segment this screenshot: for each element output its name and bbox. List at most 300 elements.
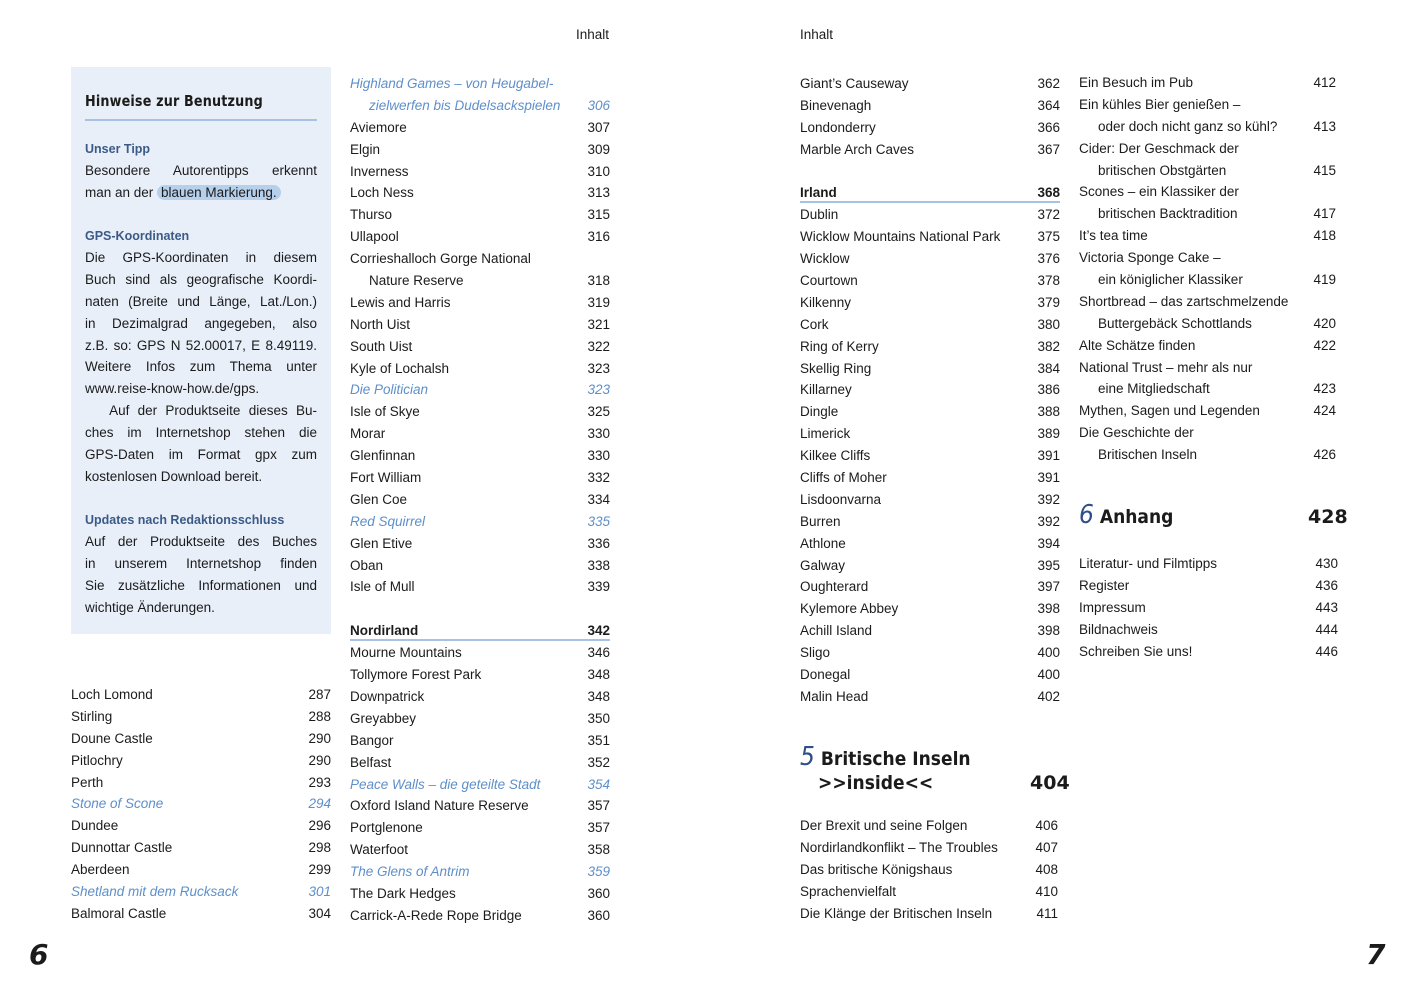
toc-entry-page: 294 bbox=[308, 796, 331, 812]
toc-entry-page: 304 bbox=[308, 905, 331, 921]
toc-entry bbox=[1079, 597, 1338, 619]
toc-entry-title: Sprachenvielfalt bbox=[800, 883, 897, 899]
gps-heading: GPS-Koordinaten bbox=[85, 229, 190, 243]
toc-entry-title: National Trust – mehr als nur bbox=[1079, 359, 1253, 375]
toc-entry-title: Loch Lomond bbox=[71, 687, 153, 702]
toc-entry-page: 411 bbox=[1036, 905, 1058, 921]
toc-entry bbox=[350, 139, 610, 161]
toc-entry bbox=[800, 358, 1060, 380]
toc-entry-page: 296 bbox=[308, 818, 331, 834]
spacer bbox=[800, 161, 1060, 183]
toc-entry bbox=[800, 576, 1060, 598]
toc-entry bbox=[1079, 553, 1338, 575]
chapter-5-heading bbox=[800, 742, 971, 772]
toc-entry-title: Stirling bbox=[71, 708, 113, 724]
toc-entry-title: Waterfoot bbox=[350, 842, 409, 858]
toc-entry bbox=[350, 248, 610, 270]
toc-entry-title: Corrieshalloch Gorge National bbox=[350, 251, 531, 267]
toc-entry bbox=[800, 379, 1060, 401]
toc-entry-page: 400 bbox=[1037, 645, 1060, 661]
toc-entry-title: Register bbox=[1079, 577, 1130, 593]
blue-marker-highlight: blauen Markierung. bbox=[157, 185, 281, 200]
toc-entry bbox=[350, 883, 610, 905]
toc-entry bbox=[800, 859, 1058, 881]
toc-entry-page: 426 bbox=[1313, 447, 1336, 463]
toc-entry bbox=[800, 226, 1060, 248]
toc-entry bbox=[1079, 641, 1338, 663]
toc-entry-title: Doune Castle bbox=[71, 730, 153, 746]
toc-entry-page: 298 bbox=[308, 840, 331, 856]
toc-entry-page: 391 bbox=[1037, 470, 1060, 486]
toc-entry bbox=[350, 182, 610, 204]
toc-entry-page: 408 bbox=[1035, 861, 1058, 877]
toc-entry-title: Glen Etive bbox=[350, 535, 413, 551]
toc-entry bbox=[350, 226, 610, 248]
toc-entry bbox=[1079, 160, 1336, 182]
toc-entry-page: 325 bbox=[587, 404, 610, 420]
toc-entry-title: Buttergebäck Schottlands bbox=[1098, 315, 1252, 331]
toc-entry bbox=[350, 533, 610, 555]
toc-entry-page: 392 bbox=[1037, 513, 1060, 529]
toc-entry bbox=[350, 817, 610, 839]
toc-entry-page: 397 bbox=[1037, 579, 1060, 595]
toc-entry-title: Kyle of Lochalsh bbox=[350, 360, 450, 376]
toc-entry-page: 375 bbox=[1037, 229, 1060, 245]
toc-entry-page: 378 bbox=[1037, 273, 1060, 289]
toc-column-3b bbox=[800, 815, 1058, 924]
toc-entry-page: 424 bbox=[1313, 403, 1336, 419]
toc-entry-page: 354 bbox=[587, 776, 610, 792]
toc-entry bbox=[350, 774, 610, 796]
toc-entry bbox=[1079, 94, 1336, 116]
toc-column-4 bbox=[1079, 72, 1336, 466]
toc-entry bbox=[350, 358, 610, 380]
toc-entry-title: Oughterard bbox=[800, 579, 869, 595]
chapter-5-subtitle: >>inside<< bbox=[818, 772, 934, 794]
toc-entry bbox=[71, 684, 331, 706]
running-head-left: Inhalt bbox=[576, 27, 610, 42]
toc-entry-page: 391 bbox=[1037, 448, 1060, 464]
toc-entry-title: Sligo bbox=[800, 645, 831, 661]
chapter-6-number: 6 bbox=[1079, 500, 1094, 530]
toc-entry-title: Lewis and Harris bbox=[350, 294, 451, 310]
toc-entry-title: Oxford Island Nature Reserve bbox=[350, 798, 529, 814]
toc-entry bbox=[350, 861, 610, 883]
toc-entry-title: Ein Besuch im Pub bbox=[1079, 75, 1194, 90]
toc-entry-page: 366 bbox=[1037, 119, 1060, 135]
toc-entry bbox=[800, 336, 1060, 358]
toc-entry bbox=[350, 161, 610, 183]
toc-entry-title: Shortbread – das zartschmelzende bbox=[1079, 293, 1289, 309]
toc-entry-page: 412 bbox=[1313, 75, 1336, 90]
toc-entry bbox=[800, 204, 1060, 226]
toc-entry bbox=[800, 664, 1060, 686]
toc-entry bbox=[71, 706, 331, 728]
toc-entry-page: 368 bbox=[1037, 185, 1060, 201]
toc-entry-title: Nature Reserve bbox=[369, 273, 464, 289]
toc-entry-page: 339 bbox=[587, 579, 610, 595]
toc-entry-title: Giant’s Causeway bbox=[800, 76, 909, 91]
toc-entry bbox=[800, 598, 1060, 620]
toc-entry-page: 392 bbox=[1037, 491, 1060, 507]
toc-entry bbox=[800, 117, 1060, 139]
toc-entry-page: 372 bbox=[1037, 207, 1060, 223]
toc-entry-title: Bildnachweis bbox=[1079, 621, 1158, 637]
page-number-right: 7 bbox=[1366, 938, 1386, 971]
toc-entry bbox=[350, 445, 610, 467]
gps-line: GPS-Daten im Format gpx zum bbox=[85, 447, 317, 463]
toc-entry-title: Courtown bbox=[800, 273, 858, 289]
toc-entry-title: Victoria Sponge Cake – bbox=[1079, 250, 1221, 266]
toc-entry bbox=[71, 903, 331, 925]
toc-entry-title: Portglenone bbox=[350, 820, 423, 836]
toc-entry-page: 417 bbox=[1313, 206, 1336, 222]
toc-entry-title: Die Geschichte der bbox=[1079, 425, 1194, 441]
toc-entry-title: Glen Coe bbox=[350, 491, 408, 507]
toc-entry-page: 323 bbox=[587, 382, 610, 398]
section-heading bbox=[800, 182, 1060, 204]
toc-entry bbox=[1079, 400, 1336, 422]
toc-entry-title: Shetland mit dem Rucksack bbox=[71, 884, 239, 900]
toc-entry-page: 402 bbox=[1037, 688, 1060, 704]
toc-entry bbox=[1079, 203, 1336, 225]
toc-entry-page: 316 bbox=[587, 229, 610, 245]
toc-entry-title: Aberdeen bbox=[71, 862, 130, 878]
toc-entry-page: 410 bbox=[1035, 883, 1058, 899]
toc-entry-title: Galway bbox=[800, 557, 846, 573]
toc-entry-title: Kilkenny bbox=[800, 294, 852, 310]
toc-entry-title: Isle of Skye bbox=[350, 404, 420, 420]
toc-entry-title: Wicklow bbox=[800, 251, 850, 267]
toc-entry bbox=[800, 423, 1060, 445]
toc-entry-page: 299 bbox=[308, 862, 331, 878]
toc-entry-title: Donegal bbox=[800, 667, 851, 683]
toc-entry-title: Peace Walls – die geteilte Stadt bbox=[350, 776, 541, 792]
toc-entry bbox=[800, 881, 1058, 903]
toc-entry-title: Greyabbey bbox=[350, 710, 417, 726]
gps-line: Auf der Produktseite dieses Bu- bbox=[85, 403, 317, 419]
toc-entry-page: 443 bbox=[1315, 599, 1338, 615]
toc-entry-page: 415 bbox=[1313, 162, 1336, 178]
toc-entry-title: Cliffs of Moher bbox=[800, 470, 887, 486]
toc-entry bbox=[1079, 269, 1336, 291]
toc-column-3 bbox=[800, 73, 1060, 708]
toc-column-4b bbox=[1079, 553, 1338, 662]
gps-line: ches im Internetshop stehen die bbox=[85, 425, 317, 441]
toc-entry-page: 382 bbox=[1037, 338, 1060, 354]
toc-entry-page: 346 bbox=[587, 645, 610, 661]
tipp-line bbox=[85, 182, 317, 204]
toc-entry-page: 310 bbox=[587, 163, 610, 179]
toc-entry-title: Limerick bbox=[800, 426, 851, 442]
toc-entry-page: 376 bbox=[1037, 251, 1060, 267]
toc-entry-page: 321 bbox=[587, 316, 610, 332]
toc-entry-page: 334 bbox=[587, 491, 610, 507]
toc-entry-title: Ring of Kerry bbox=[800, 338, 879, 354]
toc-entry-title: Cider: Der Geschmack der bbox=[1079, 140, 1239, 156]
toc-entry-page: 379 bbox=[1037, 294, 1060, 310]
toc-entry-page: 332 bbox=[587, 470, 610, 486]
toc-entry bbox=[800, 620, 1060, 642]
tipp-paragraph bbox=[85, 160, 317, 204]
toc-entry bbox=[800, 445, 1060, 467]
toc-entry bbox=[350, 708, 610, 730]
running-head-right: Inhalt bbox=[800, 27, 834, 42]
toc-entry-page: 335 bbox=[587, 513, 610, 529]
toc-entry-title: Perth bbox=[71, 774, 104, 790]
toc-entry-title: ein königlicher Klassiker bbox=[1098, 272, 1243, 288]
chapter-5-title: Britische Inseln bbox=[820, 748, 971, 770]
toc-entry-title: Das britische Königshaus bbox=[800, 861, 953, 877]
toc-entry bbox=[350, 489, 610, 511]
toc-entry bbox=[350, 686, 610, 708]
toc-entry-title: Elgin bbox=[350, 141, 381, 157]
toc-entry-page: 398 bbox=[1037, 623, 1060, 639]
toc-entry bbox=[71, 881, 331, 903]
toc-entry-page: 400 bbox=[1037, 667, 1060, 683]
toc-entry-title: Malin Head bbox=[800, 688, 869, 704]
chapter-5-page: 404 bbox=[1030, 772, 1070, 794]
toc-entry-page: 418 bbox=[1313, 228, 1336, 244]
toc-entry bbox=[350, 73, 610, 95]
toc-entry-page: 315 bbox=[587, 207, 610, 223]
toc-entry-title: Mythen, Sagen und Legenden bbox=[1079, 403, 1260, 419]
toc-entry-title: Killarney bbox=[800, 382, 852, 398]
chapter-6-heading bbox=[1079, 500, 1173, 530]
toc-entry-title: Irland bbox=[800, 185, 837, 201]
toc-entry bbox=[800, 533, 1060, 555]
toc-entry-title: It’s tea time bbox=[1079, 228, 1148, 244]
toc-entry-title: The Dark Hedges bbox=[350, 885, 456, 901]
toc-entry bbox=[1079, 575, 1338, 597]
updates-heading: Updates nach Redaktionsschluss bbox=[85, 513, 285, 527]
gps-line: in Dezimalgrad angegeben, also bbox=[85, 315, 317, 331]
usage-notes-box bbox=[71, 67, 331, 634]
toc-entry bbox=[1079, 247, 1336, 269]
gps-paragraph bbox=[85, 247, 317, 488]
toc-entry bbox=[350, 795, 610, 817]
toc-entry-page: 352 bbox=[587, 754, 610, 770]
toc-entry-title: Dundee bbox=[71, 818, 119, 834]
toc-entry-page: 330 bbox=[587, 448, 610, 464]
toc-entry bbox=[350, 839, 610, 861]
toc-entry-title: Impressum bbox=[1079, 599, 1146, 615]
gps-line: kostenlosen Download bereit. bbox=[85, 468, 263, 484]
toc-entry-page: 419 bbox=[1313, 272, 1336, 288]
updates-paragraph bbox=[85, 531, 317, 619]
toc-entry-page: 367 bbox=[1037, 141, 1060, 157]
toc-entry-title: Inverness bbox=[350, 163, 409, 179]
toc-entry-title: Downpatrick bbox=[350, 688, 425, 704]
toc-entry bbox=[1079, 378, 1336, 400]
toc-entry-page: 359 bbox=[587, 864, 610, 880]
toc-entry bbox=[1079, 422, 1336, 444]
toc-entry-page: 384 bbox=[1037, 360, 1060, 376]
toc-entry-title: Dublin bbox=[800, 207, 839, 223]
toc-entry bbox=[800, 642, 1060, 664]
toc-entry-page: 398 bbox=[1037, 601, 1060, 617]
toc-entry-page: 360 bbox=[587, 885, 610, 901]
toc-entry-page: 406 bbox=[1035, 818, 1058, 833]
toc-entry bbox=[350, 204, 610, 226]
toc-entry-page: 444 bbox=[1315, 621, 1338, 637]
toc-entry-page: 342 bbox=[587, 623, 610, 639]
toc-entry bbox=[350, 336, 610, 358]
toc-entry-page: 348 bbox=[587, 667, 610, 683]
updates-line: in unserem Internetshop finden bbox=[85, 555, 317, 571]
usage-notes-title: Hinweise zur Benutzung bbox=[85, 92, 263, 110]
toc-entry-title: Fort William bbox=[350, 470, 422, 486]
toc-entry-page: 338 bbox=[587, 557, 610, 573]
toc-entry bbox=[350, 555, 610, 577]
gps-line: z.B. so: GPS N 52.00017, E 8.49119. bbox=[85, 337, 317, 353]
toc-entry-page: 313 bbox=[587, 185, 610, 201]
toc-entry-title: Balmoral Castle bbox=[71, 905, 167, 921]
toc-entry bbox=[350, 292, 610, 314]
toc-entry bbox=[800, 555, 1060, 577]
toc-entry-page: 290 bbox=[308, 752, 331, 768]
toc-entry bbox=[71, 728, 331, 750]
toc-entry-title: Carrick-A-Rede Rope Bridge bbox=[350, 907, 522, 923]
toc-entry-title: Kylemore Abbey bbox=[800, 601, 899, 617]
toc-entry bbox=[350, 379, 610, 401]
toc-entry-title: oder doch nicht ganz so kühl? bbox=[1098, 118, 1278, 134]
toc-entry bbox=[350, 905, 610, 927]
toc-entry-page: 386 bbox=[1037, 382, 1060, 398]
toc-entry bbox=[800, 903, 1058, 925]
toc-entry-title: Marble Arch Caves bbox=[800, 141, 915, 157]
toc-entry bbox=[1079, 357, 1336, 379]
toc-entry-page: 420 bbox=[1313, 315, 1336, 331]
toc-entry bbox=[800, 837, 1058, 859]
toc-entry bbox=[1079, 313, 1336, 335]
toc-column-2 bbox=[350, 73, 610, 927]
toc-entry-page: 388 bbox=[1037, 404, 1060, 420]
toc-entry-title: Glenfinnan bbox=[350, 448, 416, 464]
toc-entry bbox=[350, 423, 610, 445]
toc-entry-title: britischen Backtradition bbox=[1098, 206, 1238, 222]
toc-entry-page: 293 bbox=[308, 774, 331, 790]
toc-entry-page: 351 bbox=[587, 732, 610, 748]
toc-entry bbox=[71, 750, 331, 772]
toc-entry bbox=[800, 467, 1060, 489]
toc-entry bbox=[800, 270, 1060, 292]
toc-entry bbox=[350, 752, 610, 774]
toc-entry-page: 389 bbox=[1037, 426, 1060, 442]
toc-entry-page: 360 bbox=[587, 907, 610, 923]
toc-entry-page: 323 bbox=[587, 360, 610, 376]
toc-entry-title: Die Politician bbox=[350, 382, 429, 398]
toc-entry-title: Highland Games – von Heugabel- bbox=[350, 76, 554, 91]
toc-entry-page: 336 bbox=[587, 535, 610, 551]
toc-entry-page: 446 bbox=[1315, 643, 1338, 659]
toc-entry-title: Mourne Mountains bbox=[350, 645, 462, 661]
toc-entry-title: Athlone bbox=[800, 535, 846, 551]
toc-entry-title: Alte Schätze finden bbox=[1079, 337, 1196, 353]
toc-entry-title: Nordirland bbox=[350, 623, 419, 639]
toc-entry-title: Schreiben Sie uns! bbox=[1079, 643, 1193, 659]
toc-entry-title: Britischen Inseln bbox=[1098, 447, 1198, 463]
toc-entry-title: Morar bbox=[350, 426, 386, 442]
toc-entry bbox=[71, 772, 331, 794]
toc-entry bbox=[1079, 116, 1336, 138]
toc-entry-title: Lisdoonvarna bbox=[800, 491, 882, 507]
toc-entry-title: Londonderry bbox=[800, 119, 876, 135]
updates-line: Auf der Produktseite des Buches bbox=[85, 534, 317, 549]
updates-line: Sie zusätzliche Informationen und bbox=[85, 577, 317, 593]
toc-entry-page: 306 bbox=[587, 97, 610, 113]
toc-entry bbox=[1079, 291, 1336, 313]
toc-entry bbox=[350, 95, 610, 117]
toc-entry bbox=[800, 292, 1060, 314]
toc-entry-title: Kilkee Cliffs bbox=[800, 448, 871, 464]
toc-entry-page: 407 bbox=[1035, 839, 1058, 855]
toc-entry bbox=[350, 730, 610, 752]
toc-entry-page: 319 bbox=[587, 294, 610, 310]
toc-entry-title: zielwerfen bis Dudelsackspielen bbox=[369, 97, 561, 113]
toc-entry-page: 423 bbox=[1313, 381, 1336, 397]
toc-entry bbox=[1079, 181, 1336, 203]
toc-entry bbox=[350, 642, 610, 664]
toc-column-1 bbox=[71, 684, 331, 925]
toc-entry bbox=[71, 815, 331, 837]
toc-entry-page: 364 bbox=[1037, 97, 1060, 113]
toc-entry bbox=[350, 511, 610, 533]
section-heading bbox=[350, 620, 610, 642]
toc-entry bbox=[1079, 335, 1336, 357]
toc-entry-title: Dunnottar Castle bbox=[71, 840, 173, 856]
toc-entry bbox=[800, 815, 1058, 837]
toc-entry bbox=[71, 793, 331, 815]
toc-entry bbox=[800, 401, 1060, 423]
toc-entry bbox=[350, 270, 610, 292]
toc-entry-title: Nordirlandkonflikt – The Troubles bbox=[800, 839, 998, 855]
toc-entry-page: 436 bbox=[1315, 577, 1338, 593]
toc-entry-title: Burren bbox=[800, 513, 841, 529]
toc-entry-title: britischen Obstgärten bbox=[1098, 162, 1227, 178]
gps-line: Buch sind als geografische Koordi- bbox=[85, 271, 317, 287]
toc-entry-title: South Uist bbox=[350, 338, 413, 354]
toc-entry-title: eine Mitgliedschaft bbox=[1098, 381, 1210, 397]
toc-entry-title: Aviemore bbox=[350, 119, 407, 135]
toc-entry-title: Die Klänge der Britischen Inseln bbox=[800, 905, 993, 921]
toc-entry-page: 357 bbox=[587, 820, 610, 836]
toc-entry bbox=[800, 248, 1060, 270]
toc-entry-page: 380 bbox=[1037, 316, 1060, 332]
toc-entry-page: 362 bbox=[1037, 76, 1060, 91]
tipp-heading: Unser Tipp bbox=[85, 142, 151, 156]
toc-entry-title: North Uist bbox=[350, 316, 411, 332]
toc-entry-title: The Glens of Antrim bbox=[350, 864, 470, 880]
usage-notes-rule bbox=[85, 119, 317, 121]
toc-entry-title: Wicklow Mountains National Park bbox=[800, 229, 1001, 245]
toc-entry-page: 288 bbox=[308, 708, 331, 724]
toc-entry bbox=[350, 117, 610, 139]
toc-entry-title: Tollymore Forest Park bbox=[350, 667, 482, 683]
page-number-left: 6 bbox=[29, 938, 49, 971]
toc-entry-page: 350 bbox=[587, 710, 610, 726]
toc-entry bbox=[350, 467, 610, 489]
toc-entry-page: 422 bbox=[1313, 337, 1336, 353]
toc-entry-page: 287 bbox=[308, 687, 331, 702]
toc-entry bbox=[350, 576, 610, 598]
toc-entry-title: Der Brexit und seine Folgen bbox=[800, 818, 968, 833]
toc-entry bbox=[1079, 444, 1336, 466]
gps-line: naten (Breite und Länge, Lat./Lon.) bbox=[85, 293, 317, 309]
toc-entry-title: Pitlochry bbox=[71, 752, 123, 768]
toc-entry-page: 330 bbox=[587, 426, 610, 442]
toc-entry-page: 395 bbox=[1037, 557, 1060, 573]
